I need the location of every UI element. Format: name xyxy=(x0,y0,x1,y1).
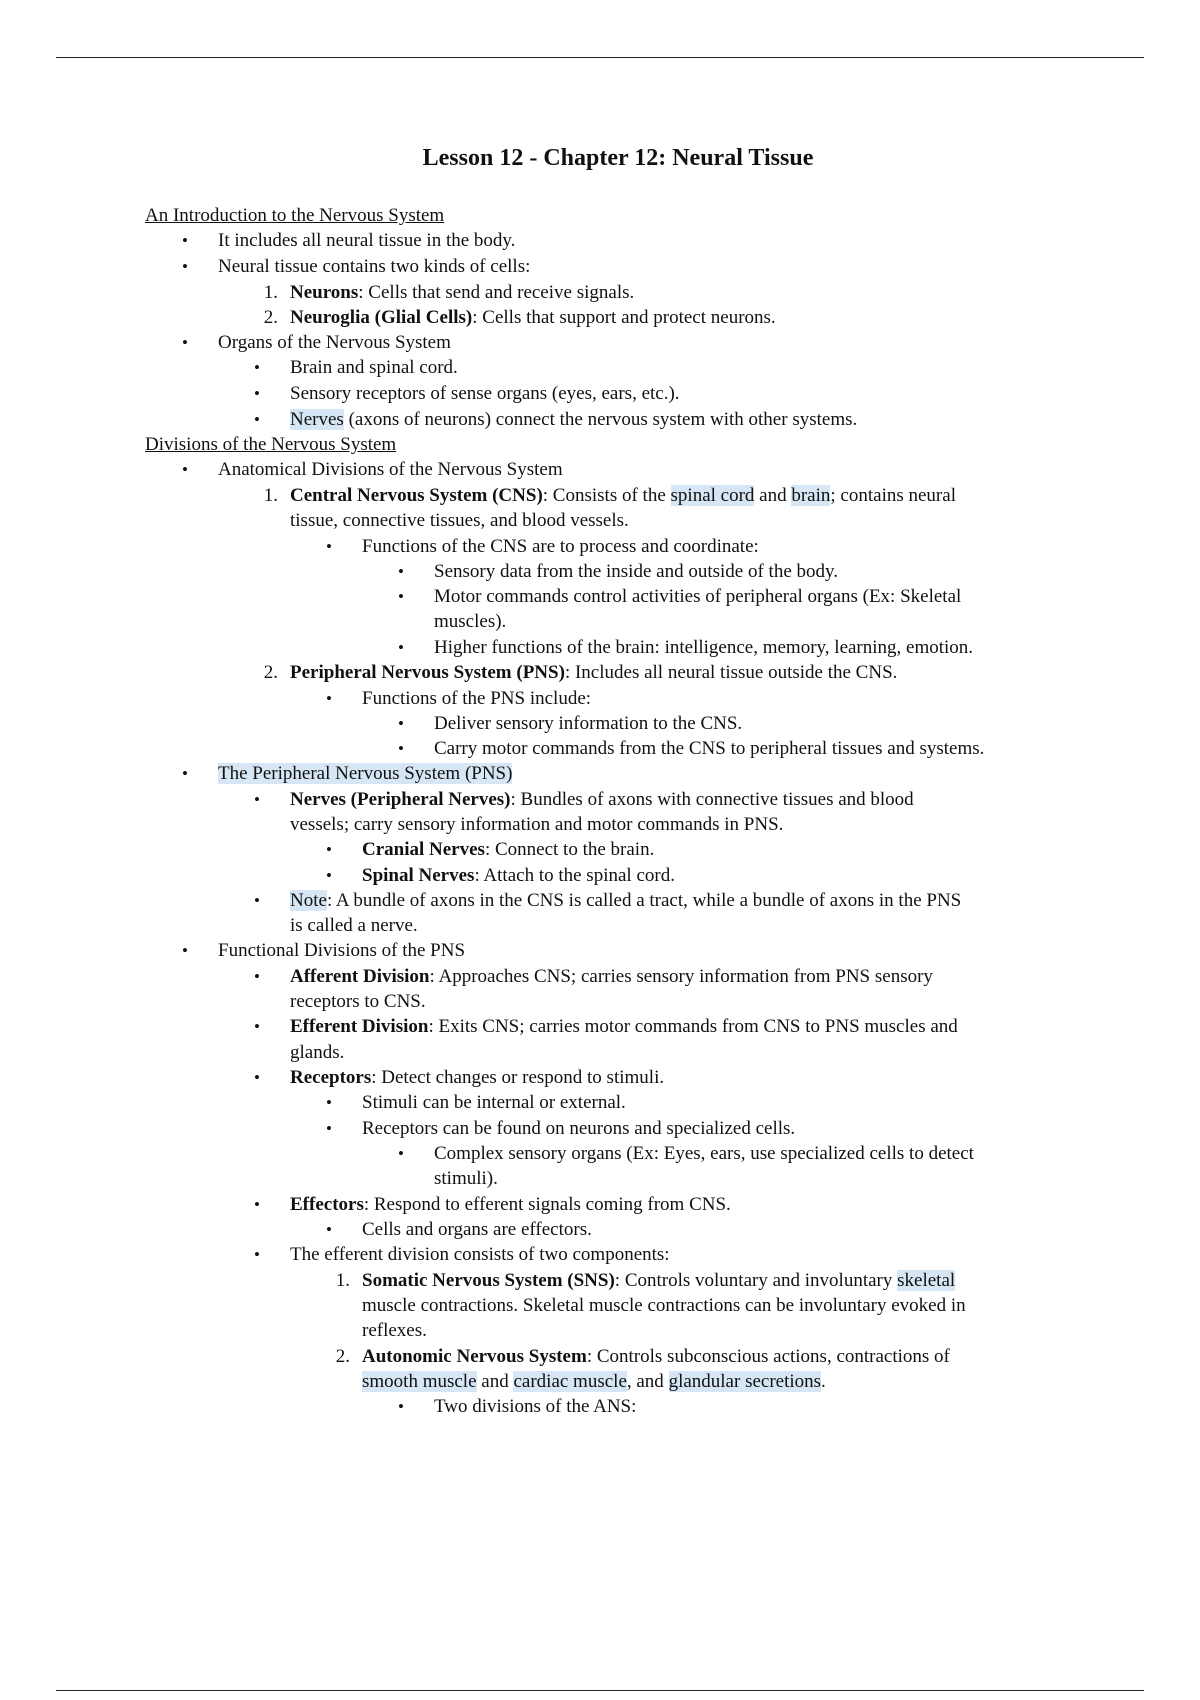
list-item: • Effectors: Respond to efferent signals coming from CNS. xyxy=(290,1192,731,1217)
list-item: • Brain and spinal cord. xyxy=(290,355,458,380)
highlight: spinal cord xyxy=(670,485,755,506)
list-item: • Sensory data from the inside and outside of the body. xyxy=(434,559,838,584)
list-item: • Spinal Nerves: Attach to the spinal cord. xyxy=(362,863,675,888)
highlight: glandular secretions xyxy=(668,1371,822,1392)
text-continuation: is called a nerve. xyxy=(290,915,418,936)
list-item: • Anatomical Divisions of the Nervous System xyxy=(218,457,563,482)
highlight: The Peripheral Nervous System (PNS) xyxy=(218,763,513,784)
bottom-rule xyxy=(56,1690,1144,1691)
highlight: smooth muscle xyxy=(362,1371,477,1392)
list-item: • Two divisions of the ANS: xyxy=(434,1394,636,1419)
list-item: • Afferent Division: Approaches CNS; carries sensory information from PNS sensory xyxy=(290,964,933,989)
text-continuation: tissue, connective tissues, and blood vessels. xyxy=(290,510,629,531)
numbered-item: 1. Somatic Nervous System (SNS): Controls voluntary and involuntary skeletal xyxy=(335,1270,956,1291)
list-item: • Deliver sensory information to the CNS. xyxy=(434,711,742,736)
text-continuation: muscles). xyxy=(434,611,507,632)
list-item: • Receptors can be found on neurons and specialized cells. xyxy=(362,1116,795,1141)
list-item: • Efferent Division: Exits CNS; carries motor commands from CNS to PNS muscles and xyxy=(290,1014,958,1039)
list-item: • Motor commands control activities of peripheral organs (Ex: Skeletal xyxy=(434,584,961,609)
highlight: brain xyxy=(791,485,831,506)
text-continuation: glands. xyxy=(290,1042,345,1063)
list-item: • Receptors: Detect changes or respond to stimuli. xyxy=(290,1065,664,1090)
list-item: • Carry motor commands from the CNS to peripheral tissues and systems. xyxy=(434,736,984,761)
numbered-item: 2. Neuroglia (Glial Cells): Cells that support and protect neurons. xyxy=(263,307,776,328)
section-heading-divisions: Divisions of the Nervous System xyxy=(145,434,397,455)
numbered-item: 2. Peripheral Nervous System (PNS): Includes all neural tissue outside the CNS. xyxy=(263,662,898,683)
list-item: • Stimuli can be internal or external. xyxy=(362,1090,626,1115)
text-continuation: vessels; carry sensory information and motor commands in PNS. xyxy=(290,814,784,835)
text-continuation: muscle contractions. Skeletal muscle contractions can be involuntary evoked in xyxy=(362,1295,966,1316)
list-item: • Cranial Nerves: Connect to the brain. xyxy=(362,837,654,862)
list-item: • Sensory receptors of sense organs (eyes, ears, etc.). xyxy=(290,381,680,406)
text-continuation: stimuli). xyxy=(434,1168,498,1189)
list-item: • Neural tissue contains two kinds of cells: xyxy=(218,254,530,279)
numbered-item: 1. Central Nervous System (CNS): Consists of the spinal cord and brain; contains neural xyxy=(263,485,956,506)
list-item: • Organs of the Nervous System xyxy=(218,330,451,355)
list-item: • It includes all neural tissue in the body. xyxy=(218,228,515,253)
list-item: • Complex sensory organs (Ex: Eyes, ears, use specialized cells to detect xyxy=(434,1141,974,1166)
top-rule xyxy=(56,57,1144,58)
section-heading-intro: An Introduction to the Nervous System xyxy=(145,205,445,226)
list-item: • Nerves (Peripheral Nerves): Bundles of axons with connective tissues and blood xyxy=(290,787,914,812)
numbered-item: 2. Autonomic Nervous System: Controls subconscious actions, contractions of xyxy=(335,1346,950,1367)
list-item: • Functions of the PNS include: xyxy=(362,686,591,711)
highlight: cardiac muscle xyxy=(513,1371,627,1392)
list-item: • Functions of the CNS are to process and coordinate: xyxy=(362,534,759,559)
text-continuation: receptors to CNS. xyxy=(290,991,426,1012)
list-item: • Note: A bundle of axons in the CNS is called a tract, while a bundle of axons in the PNS xyxy=(290,888,961,913)
list-item: • Cells and organs are effectors. xyxy=(362,1217,592,1242)
highlight: Note xyxy=(290,890,327,911)
list-item: • Functional Divisions of the PNS xyxy=(218,938,465,963)
numbered-item: 1. Neurons: Cells that send and receive signals. xyxy=(263,282,635,303)
text-continuation: reflexes. xyxy=(362,1320,427,1341)
list-item: • The efferent division consists of two components: xyxy=(290,1242,670,1267)
text-continuation: smooth muscle and cardiac muscle, and glandular secretions. xyxy=(362,1371,826,1392)
document-title: Lesson 12 - Chapter 12: Neural Tissue xyxy=(422,145,814,171)
list-item: • Nerves (axons of neurons) connect the nervous system with other systems. xyxy=(290,407,857,432)
highlight: skeletal xyxy=(897,1270,956,1291)
list-item: • Higher functions of the brain: intelligence, memory, learning, emotion. xyxy=(434,635,973,660)
highlight: Nerves xyxy=(290,409,344,430)
list-item xyxy=(218,761,512,786)
